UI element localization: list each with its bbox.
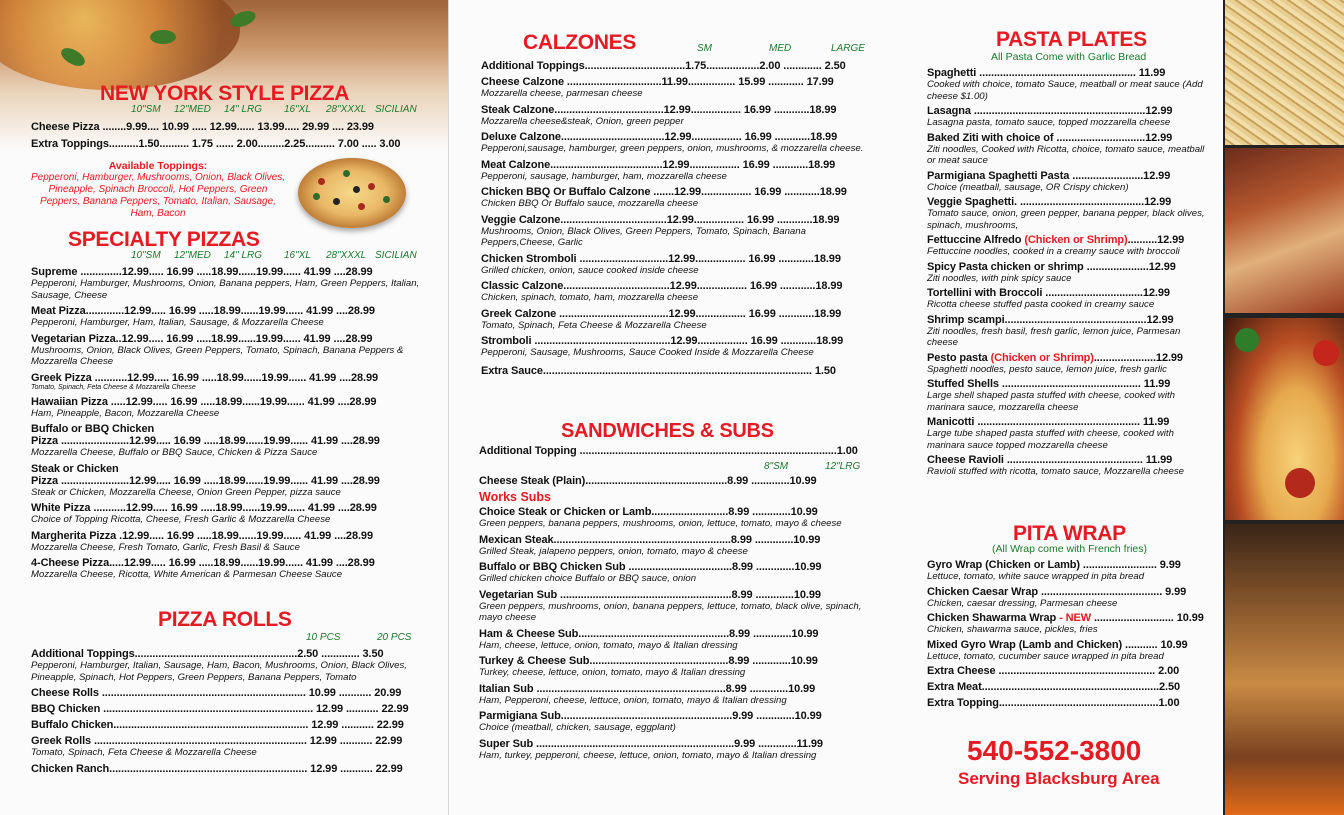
item-desc: Lettuce, tomato, cucumber sauce wrapped in pita bread	[927, 650, 1164, 662]
item-line: Steak Calzone.....................................12.99................. 16.99 ............18.99	[481, 103, 837, 116]
menu-item	[31, 305, 421, 329]
item-line: Spicy Pasta chicken or shrimp .....................12.99	[927, 260, 1176, 273]
item-desc: Chicken, spinach, tomato, ham, mozzarella cheese	[481, 292, 699, 303]
size-label: 16"XL	[284, 104, 311, 115]
menu-item	[927, 697, 1211, 709]
item-desc: Mushrooms, Onion, Black Olives, Green Peppers, Tomato, Spinach, Banana Peppers & Mozzarella Cheese	[31, 344, 404, 367]
menu-item	[481, 214, 867, 249]
menu-item	[479, 738, 865, 762]
item-desc: Green peppers, banana peppers, mushrooms, onion, lettuce, tomato, mayo & cheese	[479, 518, 842, 529]
menu-item	[481, 104, 867, 128]
right-panel	[923, 0, 1223, 815]
size-label: 12"LRG	[825, 461, 861, 472]
pita-heading: PITA WRAP	[1013, 522, 1126, 545]
item-line: Extra Cheese ..................................................... 2.00	[927, 665, 1180, 677]
item-line: Cheese Pizza ........9.99.... 10.99 ..... 12.99...... 13.99..... 29.99 .... 23.99	[31, 121, 374, 133]
spaghetti-photo	[1225, 0, 1344, 145]
item-line: Mixed Gyro Wrap (Lamb and Chicken) ........... 10.99	[927, 638, 1188, 651]
menu-item	[481, 159, 867, 183]
item-line: Vegetarian Sub ..........................................................8.99 .............10.99	[479, 588, 821, 601]
menu-item	[927, 67, 1211, 102]
menu-item	[479, 561, 865, 585]
item-line: Stuffed Shells ............................................... 11.99	[927, 378, 1171, 390]
menu-item	[927, 454, 1211, 478]
menu-item	[31, 735, 419, 759]
sandwiches-heading: SANDWICHES & SUBS	[561, 420, 774, 442]
menu-item	[31, 502, 421, 526]
item-desc: Tomato, Spinach, Feta Cheese & Mozzarella Cheese	[31, 383, 196, 391]
item-desc: Tomato, Spinach, Feta Cheese & Mozzarella Cheese	[481, 319, 707, 331]
size-label: MED	[769, 43, 792, 54]
food-photo-strip	[1223, 0, 1344, 815]
item-desc: Mozzarella Cheese, Ricotta, White American & Parmesan Cheese Sauce	[31, 569, 343, 580]
item-line: Mexican Steak............................................................8.99 .............10.99	[479, 533, 821, 546]
item-line: Chicken Ranch................................................................... 12.99 ........... 22.99	[31, 762, 403, 775]
item-desc: Mushrooms, Onion, Black Olives, Green Peppers, Tomato, Spinach, Banana Peppers,Cheese, Garlic	[481, 225, 806, 248]
menu-item	[31, 703, 419, 715]
menu-item	[31, 423, 421, 459]
size-label: LARGE	[831, 43, 865, 54]
item-name: Fettuccine Alfredo	[927, 234, 1025, 246]
item-line: Additional Toppings..................................1.75..................2.00 ............. 2.50	[481, 60, 846, 72]
item-line: Baked Ziti with choice of ..............................12.99	[927, 131, 1173, 144]
item-desc: Pepperoni, sausage, hamburger, ham, mozzarella cheese	[481, 170, 727, 182]
available-toppings	[28, 160, 288, 220]
item-desc: Lasagna pasta, tomato sauce, topped mozzarella cheese	[927, 117, 1171, 128]
size-label: SM	[697, 43, 712, 54]
size-label: 28"XXXL	[326, 250, 367, 261]
middle-panel	[449, 0, 923, 815]
menu-item	[927, 586, 1211, 610]
pizza-rolls-heading: PIZZA ROLLS	[158, 608, 292, 631]
item-line: Pizza .......................12.99..... 16.99 .....18.99......19.99...... 41.99 ....28.99	[31, 474, 380, 487]
size-label: 14" LRG	[224, 250, 263, 261]
item-desc: Ziti noodles, fresh basil, fresh garlic, lemon juice, Parmesan cheese	[927, 325, 1181, 348]
menu-item	[927, 234, 1211, 258]
menu-item	[31, 530, 421, 554]
menu-item	[927, 416, 1211, 451]
menu-item	[479, 589, 865, 624]
item-desc: Ham, cheese, lettuce, onion, tomato, mayo & Italian dressing	[479, 639, 738, 651]
item-line: Supreme ..............12.99..... 16.99 .....18.99......19.99...... 41.99 ....28.99	[31, 266, 373, 278]
menu-item	[479, 506, 865, 530]
menu-item	[31, 121, 426, 133]
pasta-heading: PASTA PLATES	[996, 28, 1147, 51]
item-line: 4-Cheese Pizza.....12.99..... 16.99 .....18.99......19.99...... 41.99 ....28.99	[31, 557, 375, 569]
item-desc: Ham, Pineapple, Bacon, Mozzarella Cheese	[31, 407, 220, 419]
item-line: Greek Rolls ........................................................................ 12.99 ........... 22.99	[31, 735, 403, 747]
menu-item	[31, 266, 421, 301]
item-desc: Tomato sauce, onion, green pepper, banana pepper, black olives, spinach, mushrooms,	[927, 208, 1205, 231]
item-line: Veggie Calzone....................................12.99................. 16.99 ............18.99	[481, 213, 840, 226]
item-line: Ham & Cheese Sub...................................................8.99 .............10.99	[479, 627, 819, 640]
menu-item	[481, 280, 867, 304]
pita-list	[927, 559, 1211, 709]
item-desc: Mozzarella cheese, parmesan cheese	[481, 88, 643, 99]
menu-item	[31, 719, 419, 731]
item-line: Margherita Pizza .12.99..... 16.99 .....18.99......19.99...... 41.99 ....28.99	[31, 529, 373, 542]
item-line: Manicotti ....................................................... 11.99	[927, 416, 1170, 428]
item-line: Hawaiian Pizza .....12.99..... 16.99 .....18.99......19.99...... 41.99 ....28.99	[31, 395, 377, 408]
menu-item	[927, 559, 1211, 583]
size-label: 8"SM	[764, 461, 789, 472]
item-desc: Pepperoni,sausage, hamburger, green peppers, onion, mushrooms, & mozzarella cheese.	[481, 143, 864, 154]
item-desc: Ham, turkey, pepperoni, cheese, lettuce, onion, tomato, mayo & Italian dressing	[479, 749, 817, 761]
item-line: Extra Toppings..........1.50.......... 1.75 ...... 2.00.........2.25.......... 7.00 ..... 3.00	[31, 138, 401, 150]
item-desc: Turkey, cheese, lettuce, onion, tomato, mayo & Italian dressing	[479, 667, 746, 678]
item-line: Stromboli ..............................................12.99................. 16.99 ............18.99	[481, 335, 844, 347]
serving-area: Serving Blacksburg Area	[958, 769, 1160, 788]
pizza-rolls-list	[31, 648, 419, 779]
menu-item	[31, 763, 419, 775]
calzones-sizes	[449, 43, 923, 55]
item-line: Italian Sub ................................................................8.99 .............10.99	[479, 682, 816, 695]
menu-item	[927, 352, 1211, 376]
menu-item	[31, 396, 421, 420]
menu-item	[481, 308, 867, 332]
item-line: Spaghetti ..................................................... 11.99	[927, 67, 1166, 79]
left-panel	[0, 0, 449, 815]
menu-item	[479, 655, 865, 679]
item-line: Greek Pizza ...........12.99..... 16.99 .....18.99......19.99...... 41.99 ....28.99	[31, 371, 378, 384]
item-desc: Lettuce, tomato, white sauce wrapped in pita bread	[927, 571, 1145, 582]
item-desc: Chicken, shawarma sauce, pickles, fries	[927, 624, 1098, 635]
menu-item	[31, 557, 421, 581]
item-name: Pesto pasta	[927, 351, 991, 364]
item-line: Deluxe Calzone...................................12.99................. 16.99 ............18.99	[481, 131, 838, 143]
toppings-title: Available Toppings:	[108, 160, 208, 172]
size-label: 10"SM	[131, 250, 161, 261]
item-price: ..........12.99	[1127, 234, 1185, 246]
item-line: Super Sub ...................................................................9.99 .............11.99	[479, 737, 823, 750]
item-line: Buffalo Chicken.................................................................. 12.99 ........... 22.99	[31, 719, 404, 731]
item-desc: Chicken BBQ Or Buffalo sauce, mozzarella cheese	[481, 198, 699, 209]
item-desc: Green peppers, mushrooms, onion, banana peppers, lettuce, tomato, black olive, spinach, mayo cheese	[479, 600, 862, 623]
item-desc: Mozzarella cheese&steak, Onion, green pepper	[481, 115, 684, 127]
item-line: Cheese Rolls ..................................................................... 10.99 ........... 20.99	[31, 687, 402, 699]
sandwiches-list	[479, 445, 865, 761]
item-line: Gyro Wrap (Chicken or Lamb) ......................... 9.99	[927, 559, 1181, 571]
item-desc: Pepperoni, Sausage, Mushrooms, Sauce Cooked Inside & Mozzarella Cheese	[481, 347, 814, 358]
item-line: Parmigiana Spaghetti Pasta ........................12.99	[927, 169, 1171, 182]
item-line: Shrimp scampi................................................12.99	[927, 313, 1174, 326]
size-label: 10 PCS	[306, 632, 341, 643]
menu-item	[31, 687, 419, 699]
item-desc: Cooked with choice, tomato Sauce, meatball or meat sauce (Add cheese $1.00)	[927, 79, 1203, 102]
item-desc: Mozzarella Cheese, Fresh Tomato, Garlic, Fresh Basil & Sauce	[31, 541, 300, 553]
cheese-pizza-photo	[1225, 318, 1344, 520]
item-desc: Ziti noodles, with pink spicy sauce	[927, 272, 1072, 284]
menu-item	[481, 76, 867, 100]
menu-item	[927, 261, 1211, 285]
specialty-list	[31, 266, 421, 585]
specialty-sizes	[0, 250, 449, 262]
menu-item	[927, 314, 1211, 349]
phone-number[interactable]: 540-552-3800	[967, 735, 1142, 766]
item-desc: Pepperoni, Hamburger, Ham, Italian, Sausage, & Mozzarella Cheese	[31, 317, 324, 328]
menu-item	[927, 612, 1211, 636]
menu-item	[481, 253, 867, 277]
item-line: Classic Calzone....................................12.99................. 16.99 ............18.99	[481, 280, 843, 292]
item-line: Lasagna ..........................................................12.99	[927, 105, 1173, 117]
new-badge: - NEW	[1059, 612, 1091, 624]
item-line: Chicken Caesar Wrap ......................................... 9.99	[927, 585, 1187, 598]
size-label: 16"XL	[284, 250, 311, 261]
item-desc: Grilled chicken, onion, sauce cooked inside cheese	[481, 264, 699, 276]
menu-item	[481, 131, 867, 155]
menu-item	[481, 365, 867, 377]
pizza-rolls-sizes	[0, 632, 449, 644]
item-price: ........................... 10.99	[1090, 612, 1204, 624]
item-line: Additional Topping .......................................................................................1.00	[479, 445, 858, 457]
item-desc: Large shell shaped pasta stuffed with cheese, cooked with marinara sauce, mozzarella cheese	[927, 390, 1175, 413]
item-desc: Choice (meatball, chicken, sausage, eggplant)	[479, 722, 676, 733]
menu-item	[31, 138, 426, 150]
item-line	[927, 612, 1211, 624]
item-option: (Chicken or Shrimp)	[1024, 234, 1128, 246]
item-desc: Pepperoni, Hamburger, Mushrooms, Onion, Banana peppers, Ham, Green Peppers, Italian, Sausage, Cheese	[31, 278, 420, 301]
item-line: Chicken Stromboli ..............................12.99................. 16.99 ............18.99	[481, 252, 841, 265]
menu-item	[31, 333, 421, 368]
size-label: 28"XXXL	[326, 104, 367, 115]
menu-item	[479, 628, 865, 652]
item-desc: Mozzarella Cheese, Buffalo or BBQ Sauce, Chicken & Pizza Sauce	[31, 447, 318, 458]
item-line: Choice Steak or Chicken or Lamb..........................8.99 .............10.99	[479, 506, 818, 518]
item-desc: Pepperoni, Hamburger, Italian, Sausage, Ham, Bacon, Mushrooms, Onion, Black Olives, Pineapple, Spinach, Hot Peppers, Green Peppers, Banana Peppers, Tomato	[31, 660, 407, 683]
item-line: Extra Meat............................................................2.50	[927, 681, 1181, 693]
pizza-cutter-photo	[1225, 148, 1344, 313]
item-desc: Large tube shaped pasta stuffed with cheese, cooked with marinara sauce topped mozzarella cheese	[927, 428, 1174, 451]
menu-item	[31, 372, 421, 392]
item-line: Additional Toppings.......................................................2.50 ............. 3.50	[31, 648, 384, 660]
size-label: 14" LRG	[224, 104, 263, 115]
item-line: Greek Calzone .....................................12.99................. 16.99 ............18.99	[481, 307, 842, 320]
item-desc: Ricotta cheese stuffed pasta cooked in creamy sauce	[927, 299, 1155, 310]
item-line: Cheese Calzone ................................11.99................ 15.99 ............ 17.99	[481, 76, 834, 88]
item-line: Parmigiana Sub..........................................................9.99 .............10.99	[479, 710, 822, 722]
menu-item	[927, 287, 1211, 311]
menu-item	[927, 105, 1211, 129]
calzones-list	[481, 60, 867, 377]
item-line: White Pizza ...........12.99..... 16.99 .....18.99......19.99...... 41.99 ....28.99	[31, 502, 377, 514]
item-desc: Spaghetti noodles, pesto sauce, lemon juice, fresh garlic	[927, 363, 1167, 375]
item-desc: Chicken, caesar dressing, Parmesan cheese	[927, 597, 1118, 609]
menu-item	[927, 170, 1211, 194]
item-desc: Ziti noodles, Cooked with Ricotta, choice, tomato sauce, meatball or meat sauce	[927, 143, 1205, 166]
item-line: Cheese Steak (Plain)................................................8.99 .............10.99	[479, 475, 817, 487]
size-label: SICILIAN	[375, 250, 417, 261]
menu-item	[927, 665, 1211, 677]
item-line: Turkey & Cheese Sub...............................................8.99 .............10.99	[479, 655, 818, 667]
item-desc: Grilled chicken choice Buffalo or BBQ sauce, onion	[479, 573, 697, 584]
item-line	[927, 234, 1211, 246]
menu-item	[927, 196, 1211, 231]
calzones-heading: CALZONES	[523, 31, 637, 54]
item-line	[927, 352, 1211, 364]
item-line: Vegetarian Pizza..12.99..... 16.99 .....18.99......19.99...... 41.99 ....28.99	[31, 332, 373, 345]
item-desc: Steak or Chicken, Mozzarella Cheese, Onion Green Pepper, pizza sauce	[31, 486, 341, 498]
menu-item	[31, 648, 419, 683]
menu-item	[479, 710, 865, 734]
item-desc: Ravioli stuffed with ricotta, tomato sauce, Mozzarella cheese	[927, 466, 1185, 477]
pita-subtitle: (All Wrap come with French fries)	[992, 543, 1148, 555]
item-price: .....................12.99	[1093, 351, 1183, 364]
item-desc: Choice of Topping Ricotta, Cheese, Fresh Garlic & Mozzarella Cheese	[31, 514, 331, 525]
sandwich-sizes	[479, 459, 865, 474]
menu-item	[479, 683, 865, 707]
works-subs-title: Works Subs	[479, 490, 552, 504]
menu-item	[481, 60, 867, 72]
size-label: 12"MED	[174, 104, 211, 115]
item-desc: Grilled Steak, jalapeno peppers, onion, tomato, mayo & cheese	[479, 545, 748, 557]
item-line: Buffalo or BBQ Chicken	[31, 423, 155, 435]
menu-item	[927, 378, 1211, 413]
pasta-subtitle: All Pasta Come with Garlic Bread	[991, 51, 1147, 63]
item-line: Pizza .......................12.99..... 16.99 .....18.99......19.99...... 41.99 ....28.99	[31, 435, 380, 447]
item-line: Extra Topping......................................................1.00	[927, 697, 1180, 709]
menu-item	[927, 639, 1211, 663]
item-line: Buffalo or BBQ Chicken Sub ...................................8.99 .............10.99	[479, 561, 822, 573]
item-desc: Fettuccine noodles, cooked in a creamy sauce with broccoli	[927, 246, 1180, 257]
item-desc: Tomato, Spinach, Feta Cheese & Mozzarella Cheese	[31, 747, 257, 758]
menu-item	[481, 335, 867, 359]
size-label: 10"SM	[131, 104, 161, 115]
ny-pizza-heading: NEW YORK STYLE PIZZA	[100, 82, 350, 105]
menu-item	[31, 463, 421, 499]
item-name: Chicken Shawarma Wrap	[927, 612, 1060, 624]
item-desc: Ham, Pepperoni, cheese, lettuce, onion, tomato, mayo & Italian dressing	[479, 694, 787, 706]
gyro-meat-photo	[1225, 524, 1344, 815]
pizza-photo	[298, 158, 406, 228]
menu-item	[481, 186, 867, 210]
pasta-list	[927, 67, 1211, 478]
menu-item	[927, 681, 1211, 693]
menu-item	[927, 132, 1211, 167]
item-line: Chicken BBQ Or Buffalo Calzone .......12.99................. 16.99 ............18.99	[481, 186, 847, 198]
size-label: 20 PCS	[377, 632, 412, 643]
item-desc: Choice (meatball, sausage, OR Crispy chicken)	[927, 181, 1129, 193]
item-line: Tortellini with Broccoli .................................12.99	[927, 287, 1170, 299]
toppings-text: Pepperoni, Hamburger, Mushrooms, Onion, Black Olives, Pineapple, Spinach Broccoli, Hot Peppers, Green Peppers, Banana Peppers, Tomato, Italian, Sausage, Ham, Bacon	[31, 172, 285, 219]
item-option: (Chicken or Shrimp)	[990, 351, 1094, 364]
item-line: Steak or Chicken	[31, 462, 119, 475]
specialty-heading: SPECIALTY PIZZAS	[68, 228, 260, 251]
item-line: Meat Pizza.............12.99..... 16.99 .....18.99......19.99...... 41.99 ....28.99	[31, 305, 375, 317]
item-line: Extra Sauce........................................................................................... 1.50	[481, 364, 836, 377]
menu-item	[479, 534, 865, 558]
item-line: Meat Calzone......................................12.99................. 16.99 ............18.99	[481, 158, 836, 171]
item-line: BBQ Chicken ....................................................................... 12.99 ........... 22.99	[31, 703, 409, 715]
item-line: Cheese Ravioli .............................................. 11.99	[927, 454, 1173, 466]
ny-pizza-sizes	[0, 104, 449, 116]
item-line: Veggie Spaghetti. ..........................................12.99	[927, 196, 1172, 208]
size-label: 12"MED	[174, 250, 211, 261]
size-label: SICILIAN	[375, 104, 417, 115]
